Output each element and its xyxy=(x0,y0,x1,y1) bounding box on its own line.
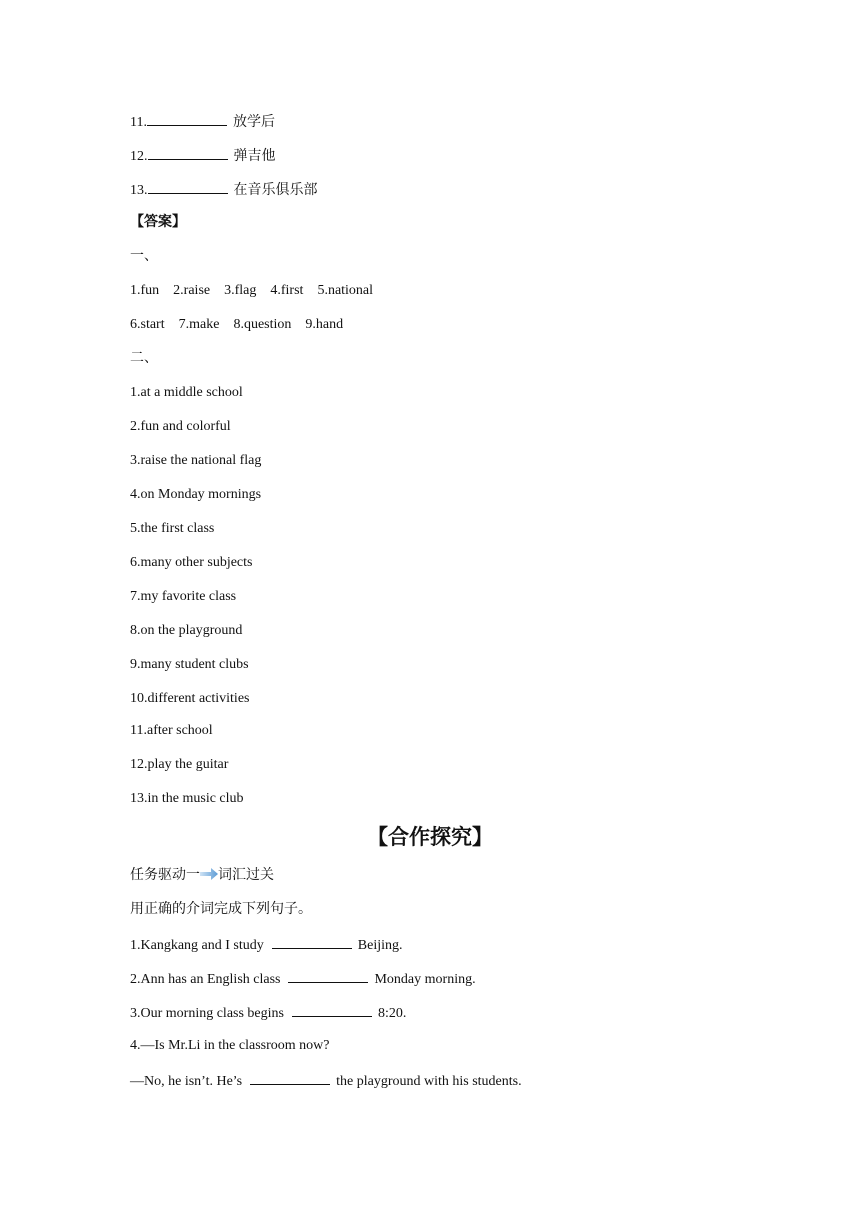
vocab-item-11 xyxy=(130,112,275,132)
answer-blank[interactable] xyxy=(292,1003,372,1017)
part2-item: 11.after school xyxy=(130,723,213,738)
exercise-3 xyxy=(130,1003,406,1023)
exercise-2 xyxy=(130,969,476,989)
part2-item: 4.on Monday mornings xyxy=(130,487,262,502)
part2-item: 3.raise the national flag xyxy=(130,453,262,468)
answer-label: 【答案】 xyxy=(130,215,186,230)
answer-word: 6.start xyxy=(130,317,165,332)
part2-item: 10.different activities xyxy=(130,691,250,706)
part2-item: 12.play the guitar xyxy=(130,757,229,772)
sentence-text: Monday morning. xyxy=(374,972,476,987)
part1-row2 xyxy=(130,316,343,334)
chinese-phrase: 放学后 xyxy=(232,115,275,130)
answer-blank[interactable] xyxy=(288,969,368,983)
answer-word: 1.fun xyxy=(130,283,160,298)
answer-blank[interactable] xyxy=(147,112,227,126)
exercise-1 xyxy=(130,935,403,955)
task-line xyxy=(130,867,274,885)
answer-word: 3.flag xyxy=(224,283,257,298)
sentence-text: 8:20. xyxy=(377,1006,407,1021)
answer-blank[interactable] xyxy=(148,180,228,194)
part2-item: 2.fun and colorful xyxy=(130,419,231,434)
section-title: 【合作探究】 xyxy=(367,825,493,849)
answer-blank[interactable] xyxy=(272,935,352,949)
answer-word: 8.question xyxy=(233,317,292,332)
sentence-text: the playground with his students. xyxy=(336,1074,522,1089)
sentence-text: —No, he isn’t. He’s xyxy=(130,1074,243,1089)
part2-item: 8.on the playground xyxy=(130,623,243,638)
answer-word: 7.make xyxy=(178,317,220,332)
answer-word: 4.first xyxy=(270,283,304,298)
item-number: 13. xyxy=(130,183,148,198)
sentence-text: 3.Our morning class begins xyxy=(130,1006,284,1021)
instruction: 用正确的介词完成下列句子。 xyxy=(130,902,312,917)
vocab-item-12 xyxy=(130,146,276,166)
answer-word: 9.hand xyxy=(305,317,344,332)
part2-item: 1.at a middle school xyxy=(130,385,243,400)
item-number: 11. xyxy=(130,115,147,130)
part2-label: 二、 xyxy=(130,351,158,366)
answer-blank[interactable] xyxy=(148,146,228,160)
part1-label: 一、 xyxy=(130,249,158,264)
chinese-phrase: 弹吉他 xyxy=(233,149,276,164)
answer-blank[interactable] xyxy=(250,1071,330,1085)
answer-word: 2.raise xyxy=(173,283,211,298)
part1-row1 xyxy=(130,282,373,300)
item-number: 12. xyxy=(130,149,148,164)
task-topic: 词汇过关 xyxy=(218,868,274,883)
exercise-4-answer xyxy=(130,1071,522,1091)
chinese-phrase: 在音乐俱乐部 xyxy=(233,183,318,198)
vocab-item-13 xyxy=(130,180,318,200)
task-label: 任务驱动一 xyxy=(130,868,200,883)
part2-item: 5.the first class xyxy=(130,521,215,536)
exercise-4-question: 4.—Is Mr.Li in the classroom now? xyxy=(130,1038,330,1053)
part2-item: 13.in the music club xyxy=(130,791,244,806)
part2-item: 7.my favorite class xyxy=(130,589,237,604)
sentence-text: 2.Ann has an English class xyxy=(130,972,281,987)
arrow-right-icon xyxy=(200,867,218,881)
answer-word: 5.national xyxy=(317,283,374,298)
part2-item: 6.many other subjects xyxy=(130,555,253,570)
sentence-text: Beijing. xyxy=(357,938,403,953)
sentence-text: 1.Kangkang and I study xyxy=(130,938,264,953)
part2-item: 9.many student clubs xyxy=(130,657,249,672)
